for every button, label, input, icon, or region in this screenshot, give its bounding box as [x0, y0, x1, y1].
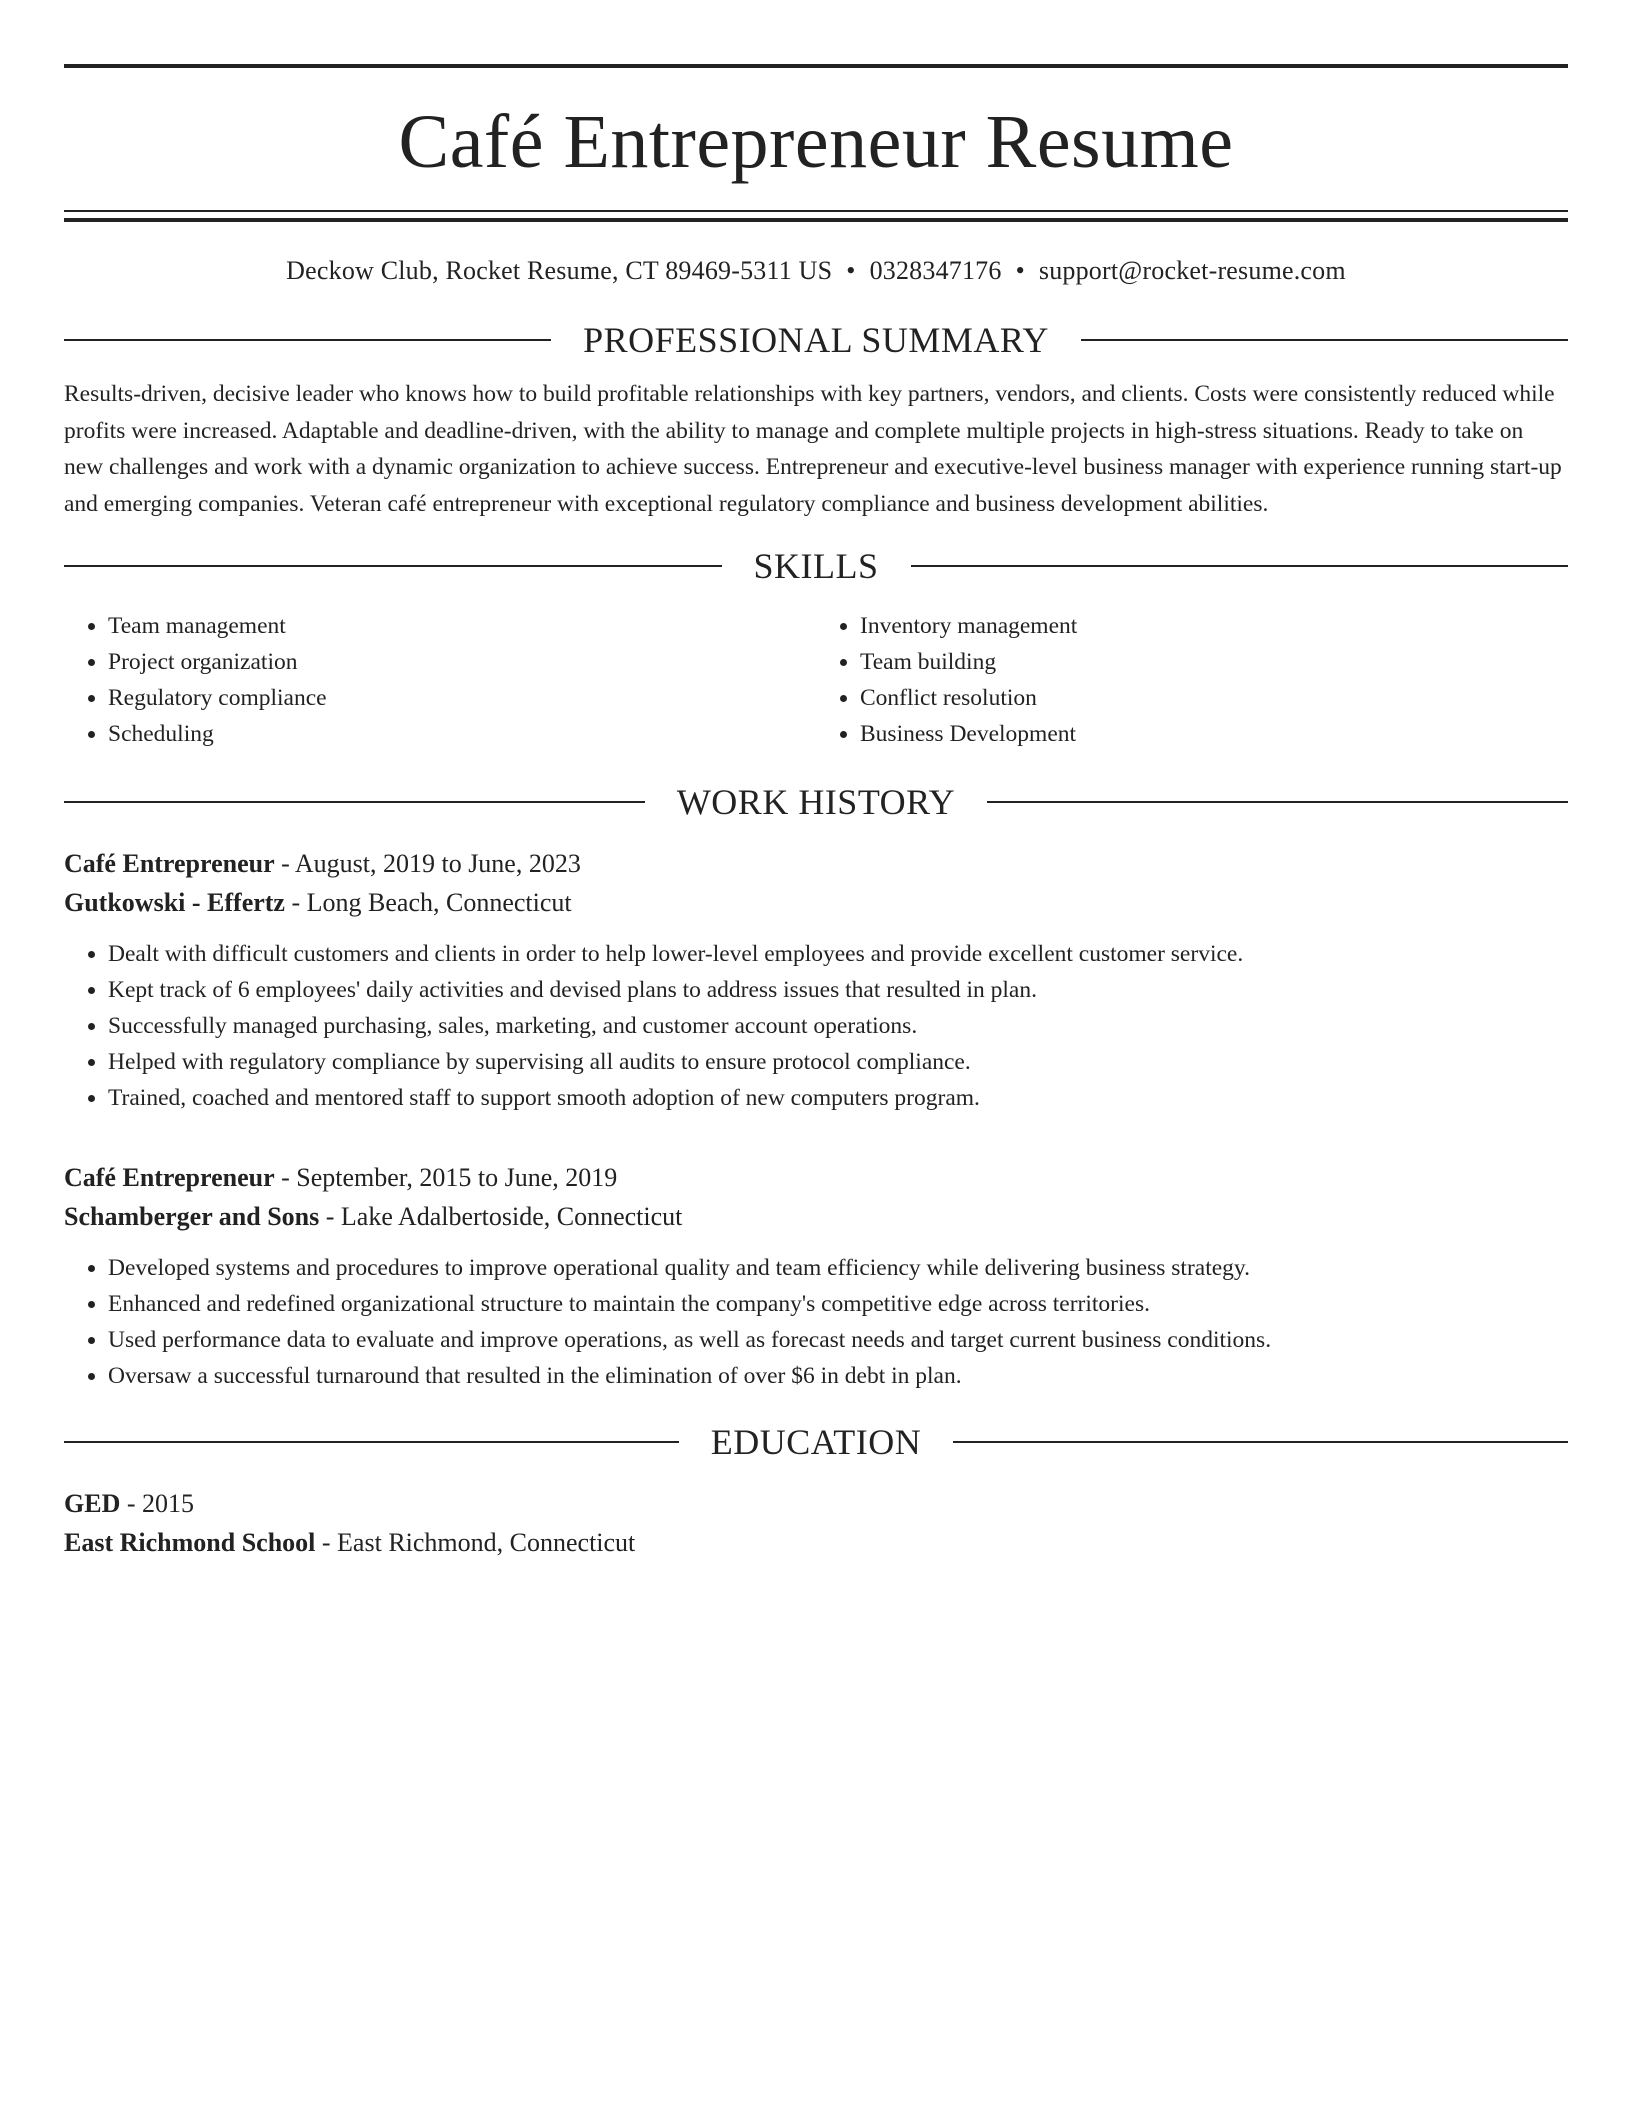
- job-bullet: • Enhanced and redefined organizational structure to maintain the company's competitive edge across territories.: [108, 1286, 1568, 1322]
- skill-item: • Regulatory compliance: [108, 680, 816, 716]
- skill-item: • Team management: [108, 608, 816, 644]
- title-rule-thin: [64, 210, 1568, 212]
- heading-rule: [64, 1441, 679, 1443]
- contact-address: Deckow Club, Rocket Resume, CT 89469-5311 US: [286, 256, 833, 285]
- job-bullet: • Developed systems and procedures to improve operational quality and team efficiency while delivering business strategy.: [108, 1250, 1568, 1286]
- summary-text: Results-driven, decisive leader who knows how to build profitable relationships with key partners, vendors, and clients. Costs were consistently reduced while profits were increased. Adaptable and deadline-driven, with the ability to manage and complete multiple projects in high-stress situations. Ready to take on new challenges and work with a dynamic organization to achieve success. Entrepreneur and executive-level business manager with experience running start-up and emerging companies. Veteran café entrepreneur with exceptional regulatory compliance and business development abilities.: [64, 381, 1562, 517]
- education-degree-line: [64, 1484, 1568, 1523]
- job-bullet: • Dealt with difficult customers and clients in order to help lower-level employees and provide excellent customer service.: [108, 936, 1568, 972]
- heading-rule: [64, 565, 722, 567]
- job-dates: - August, 2019 to June, 2023: [274, 849, 581, 878]
- job-entry: [64, 1158, 1568, 1394]
- job-location: - Lake Adalbertoside, Connecticut: [319, 1202, 683, 1231]
- title-rule-thick: [64, 218, 1568, 222]
- education-year: - 2015: [120, 1489, 195, 1518]
- skill-item: • Team building: [860, 644, 1568, 680]
- job-title-line: [64, 1158, 1568, 1197]
- section-heading-skills: [64, 544, 1568, 588]
- section-title: PROFESSIONAL SUMMARY: [583, 320, 1049, 360]
- skill-item: • Scheduling: [108, 716, 816, 752]
- education-entry: [64, 1484, 1568, 1562]
- contact-phone: 0328347176: [869, 256, 1002, 285]
- contact-line: [64, 256, 1568, 286]
- section-heading-work: [64, 780, 1568, 824]
- job-title: Café Entrepreneur: [64, 849, 275, 878]
- job-company: Schamberger and Sons: [64, 1202, 320, 1231]
- job-title-line: [64, 844, 1568, 883]
- skills-list: [64, 608, 1568, 752]
- section-heading-education: [64, 1420, 1568, 1464]
- heading-rule: [64, 801, 645, 803]
- job-bullets: [64, 1250, 1568, 1394]
- education-school-line: [64, 1523, 1568, 1562]
- job-bullet: • Used performance data to evaluate and improve operations, as well as forecast needs and target current business conditions.: [108, 1322, 1568, 1358]
- section-heading-summary: [64, 318, 1568, 362]
- top-rule: [64, 64, 1568, 68]
- section-title: EDUCATION: [710, 1422, 922, 1462]
- skill-item: • Inventory management: [860, 608, 1568, 644]
- job-bullet: • Trained, coached and mentored staff to support smooth adoption of new computers program.: [108, 1080, 1568, 1116]
- job-bullet: • Helped with regulatory compliance by supervising all audits to ensure protocol compliance.: [108, 1044, 1568, 1080]
- job-bullet: • Oversaw a successful turnaround that resulted in the elimination of over $6 in debt in plan.: [108, 1358, 1568, 1394]
- section-title: WORK HISTORY: [676, 782, 956, 822]
- skill-item: • Business Development: [860, 716, 1568, 752]
- resume-title: Café Entrepreneur Resume: [398, 100, 1234, 184]
- job-company-line: [64, 883, 1568, 922]
- education-school: East Richmond School: [64, 1528, 316, 1557]
- contact-separator: •: [1015, 256, 1025, 285]
- heading-rule: [911, 565, 1569, 567]
- job-title: Café Entrepreneur: [64, 1163, 275, 1192]
- job-bullet: • Kept track of 6 employees' daily activities and devised plans to address issues that resulted in plan.: [108, 972, 1568, 1008]
- section-title: SKILLS: [753, 546, 879, 586]
- heading-rule: [1081, 339, 1568, 341]
- job-company-line: [64, 1197, 1568, 1236]
- skill-item: • Project organization: [108, 644, 816, 680]
- contact-email: support@rocket-resume.com: [1038, 256, 1346, 285]
- education-degree: GED: [64, 1489, 121, 1518]
- heading-rule: [987, 801, 1568, 803]
- heading-rule: [953, 1441, 1568, 1443]
- heading-rule: [64, 339, 551, 341]
- resume-page: [64, 64, 1568, 1562]
- job-entry: [64, 844, 1568, 1116]
- skills-column-left: [64, 608, 816, 752]
- job-location: - Long Beach, Connecticut: [284, 888, 572, 917]
- job-dates: - September, 2015 to June, 2019: [274, 1163, 618, 1192]
- job-bullets: [64, 936, 1568, 1116]
- contact-separator: •: [846, 256, 856, 285]
- job-company: Gutkowski - Effertz: [64, 888, 285, 917]
- skills-column-right: [816, 608, 1568, 752]
- education-location: - East Richmond, Connecticut: [315, 1528, 636, 1557]
- skill-item: • Conflict resolution: [860, 680, 1568, 716]
- job-bullet: • Successfully managed purchasing, sales, marketing, and customer account operations.: [108, 1008, 1568, 1044]
